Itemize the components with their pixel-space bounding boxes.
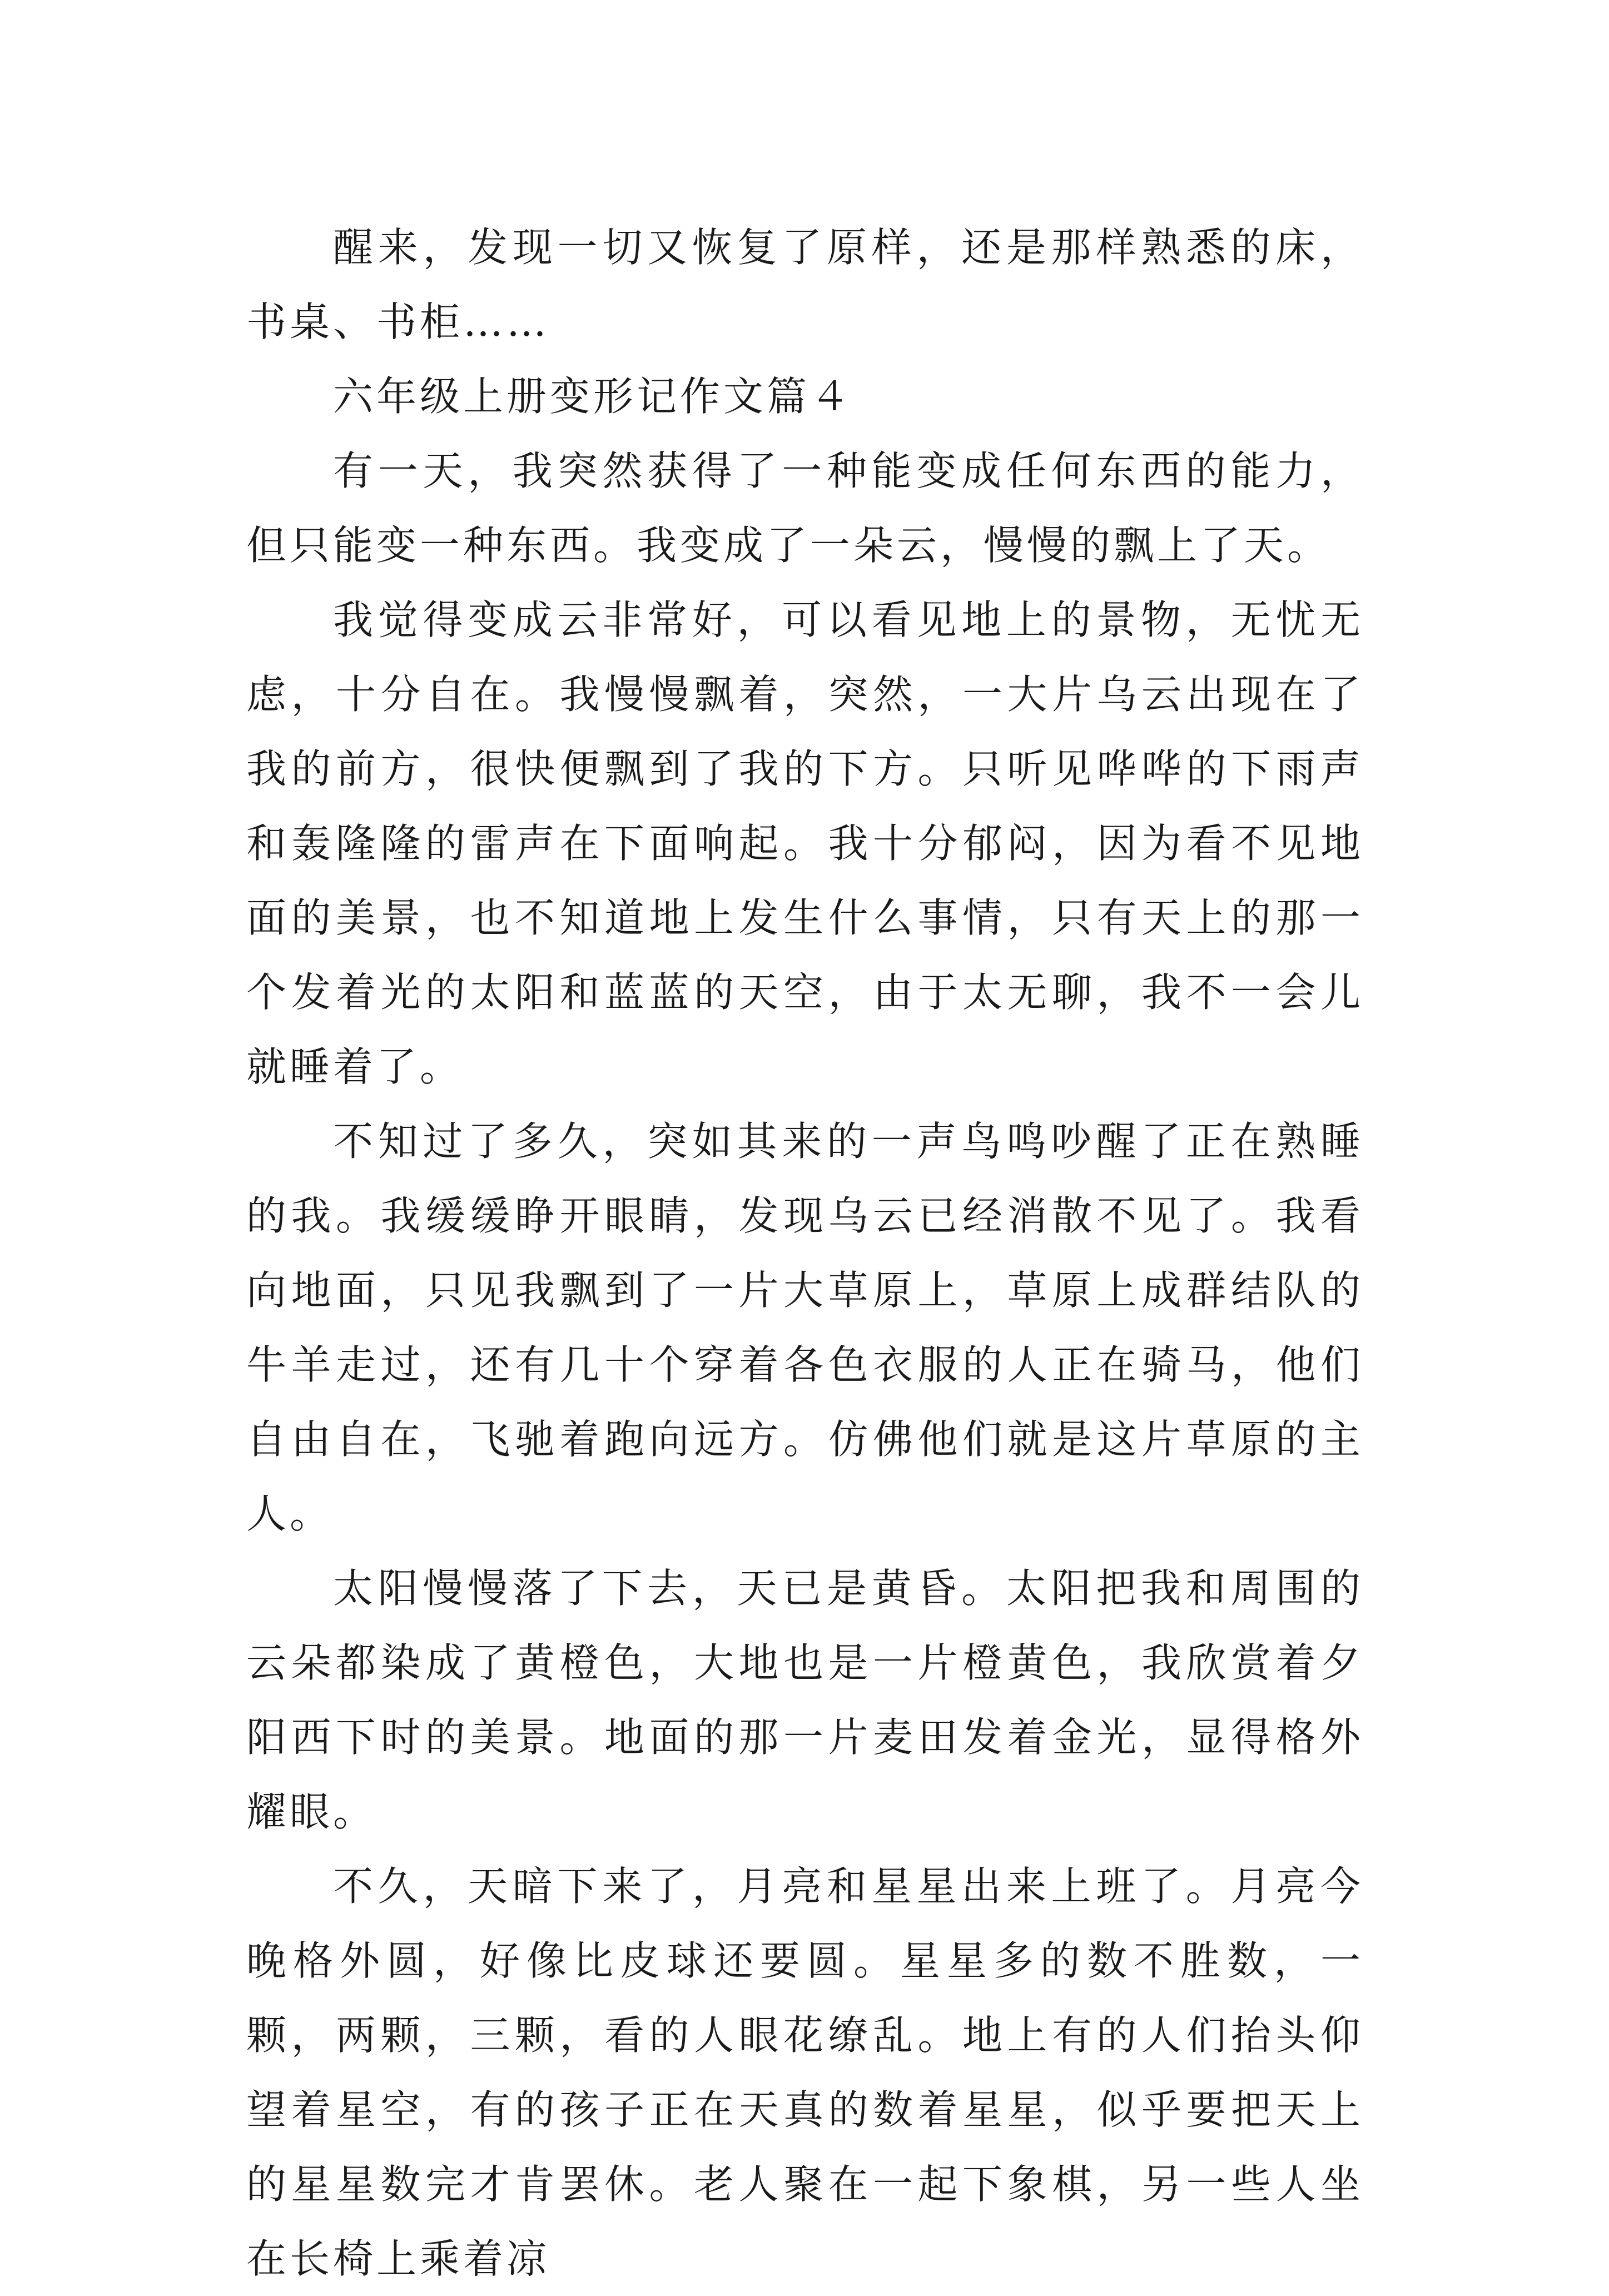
section-heading: 六年级上册变形记作文篇４ [333,373,854,420]
paragraph-4: 不知过了多久，突如其来的一声鸟鸣吵醒了正在熟睡的我。我缓缓睁开眼睛，发现乌云已经消散不见了。我看向地面，只见我飘到了一片大草原上，草原上成群结队的牛羊走过，还有几十个穿着各色衣服的人正在骑马，他们自由自在，飞驰着跑向远方。仿佛他们就是这片草原的主人。 [246,1118,1364,1537]
document-body [246,210,1364,2296]
paragraph-3: 我觉得变成云非常好，可以看见地上的景物，无忧无虑，十分自在。我慢慢飘着，突然，一大片乌云出现在了我的前方，很快便飘到了我的下方。只听见哗哗的下雨声和轰隆隆的雷声在下面响起。我十分郁闷，因为看不见地面的美景，也不知道地上发生什么事情，只有天上的那一个发着光的太阳和蓝蓝的天空，由于太无聊，我不一会儿就睡着了。 [246,597,1364,1090]
paragraph-1: 醒来，发现一切又恢复了原样，还是那样熟悉的床，书桌、书柜…… [246,224,1364,345]
paragraph-2: 有一天，我突然获得了一种能变成任何东西的能力，但只能变一种东西。我变成了一朵云，慢慢的飘上了天。 [246,448,1364,569]
paragraph-5: 太阳慢慢落了下去，天已是黄昏。太阳把我和周围的云朵都染成了黄橙色，大地也是一片橙黄色，我欣赏着夕阳西下时的美景。地面的那一片麦田发着金光，显得格外耀眼。 [246,1565,1364,1835]
paragraph-6: 不久，天暗下来了，月亮和星星出来上班了。月亮今晚格外圆，好像比皮球还要圆。星星多的数不胜数，一颗，两颗，三颗，看的人眼花缭乱。地上有的人们抬头仰望着星空，有的孩子正在天真的数着星星，似乎要把天上的星星数完才肯罢休。老人聚在一起下象棋，另一些人坐在长椅上乘着凉 [246,1863,1364,2282]
